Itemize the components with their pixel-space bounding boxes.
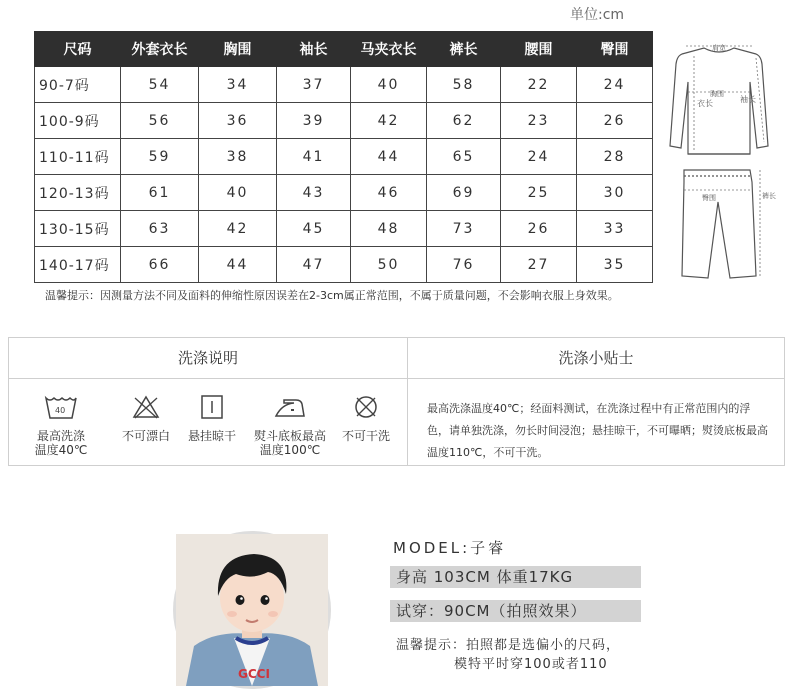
hip-label: 臀围: [702, 194, 716, 202]
no-dry-clean-icon: [351, 394, 381, 420]
table-cell: 61: [121, 175, 199, 211]
table-header-row: [35, 32, 653, 67]
wash-item-label: 不可干洗: [341, 429, 390, 443]
measurement-illustration: [664, 42, 774, 280]
measurement-note: 温馨提示：因测量方法不同及面料的伸缩性原因误差在2-3cm属正常范围，不属于质量问题，不会影响衣服上身效果。: [45, 289, 619, 302]
washing-section: [8, 337, 785, 466]
table-row: [35, 103, 653, 139]
shirt-print: GCCI: [238, 667, 270, 681]
washtub-40-icon: [44, 394, 78, 420]
wash-item-label: [23, 429, 99, 457]
table-cell: 38: [199, 139, 277, 175]
wash-item-label: 不可漂白: [121, 429, 170, 443]
hang-dry-icon: [199, 394, 225, 420]
table-row: [35, 139, 653, 175]
table-row: [35, 211, 653, 247]
table-cell: 73: [427, 211, 501, 247]
table-cell: 44: [351, 139, 427, 175]
table-cell: 46: [351, 175, 427, 211]
table-cell: 47: [277, 247, 351, 283]
table-cell: 43: [277, 175, 351, 211]
model-photo: [176, 534, 328, 686]
table-cell: 62: [427, 103, 501, 139]
table-row: [35, 67, 653, 103]
table-cell: 35: [577, 247, 653, 283]
table-cell: 40: [199, 175, 277, 211]
wash-item-label-line: 最高洗涤: [36, 429, 85, 443]
table-cell: 22: [501, 67, 577, 103]
warm-tip-line: 温馨提示：拍照都是选偏小的尺码，: [396, 638, 621, 653]
table-cell: 37: [277, 67, 351, 103]
table-cell: 42: [351, 103, 427, 139]
wash-item-label: [247, 429, 333, 457]
table-cell: 59: [121, 139, 199, 175]
table-cell: 26: [577, 103, 653, 139]
wash-temp-item: [23, 394, 99, 457]
model-tryon-bar: 试穿：90CM（拍照效果）: [390, 600, 641, 622]
table-cell: 34: [199, 67, 277, 103]
table-cell: 27: [501, 247, 577, 283]
size-cell: 120-13码: [35, 175, 121, 211]
shoulder-label: 肩宽: [712, 44, 726, 52]
table-cell: 63: [121, 211, 199, 247]
table-cell: 44: [199, 247, 277, 283]
table-cell: 28: [577, 139, 653, 175]
iron-item: [247, 394, 333, 457]
model-name: MODEL:子睿: [393, 539, 507, 557]
table-cell: 33: [577, 211, 653, 247]
no-bleach-icon: [131, 394, 161, 420]
table-cell: 24: [501, 139, 577, 175]
model-stats-bar: 身高 103CM 体重17KG: [390, 566, 641, 588]
table-cell: 65: [427, 139, 501, 175]
header-sleeve: 袖长: [277, 32, 351, 67]
size-cell: 140-17码: [35, 247, 121, 283]
table-cell: 42: [199, 211, 277, 247]
header-waist: 腰围: [501, 32, 577, 67]
wash-item-label-line: 温度40℃: [34, 443, 88, 457]
table-cell: 36: [199, 103, 277, 139]
no-dry-clean-item: [331, 394, 401, 443]
table-cell: 41: [277, 139, 351, 175]
size-cell: 100-9码: [35, 103, 121, 139]
header-coat-length: 外套衣长: [121, 32, 199, 67]
hang-dry-item: [180, 394, 244, 443]
washing-tips-text: 最高洗涤温度40℃；经面料测试，在洗涤过程中有正常范围内的浮色，请单独洗涤，勿长时间浸泡；悬挂晾干，不可曝晒；熨烫底板最高温度110℃，不可干洗。: [427, 402, 768, 459]
table-cell: 48: [351, 211, 427, 247]
child-photo-illustration: [176, 534, 328, 686]
header-chest: 胸围: [199, 32, 277, 67]
wash-item-label: 悬挂晾干: [187, 429, 236, 443]
table-cell: 30: [577, 175, 653, 211]
table-cell: 40: [351, 67, 427, 103]
washing-instructions-title: 洗涤说明: [177, 349, 238, 367]
table-cell: 58: [427, 67, 501, 103]
table-cell: 76: [427, 247, 501, 283]
header-pants-length: 裤长: [427, 32, 501, 67]
wash-item-label-line: 温度100℃: [259, 443, 321, 457]
header-hip: 臀围: [577, 32, 653, 67]
table-cell: 66: [121, 247, 199, 283]
header-size: 尺码: [35, 32, 121, 67]
header-vest-length: 马夹衣长: [351, 32, 427, 67]
table-cell: 54: [121, 67, 199, 103]
length-label: 衣长: [697, 99, 713, 108]
table-row: [35, 247, 653, 283]
chest-label: 胸围: [710, 90, 724, 98]
table-cell: 69: [427, 175, 501, 211]
sleeve-label: 袖长: [740, 95, 756, 104]
divider: [9, 378, 784, 379]
table-cell: 39: [277, 103, 351, 139]
table-row: [35, 175, 653, 211]
table-cell: 26: [501, 211, 577, 247]
size-cell: 110-11码: [35, 139, 121, 175]
table-cell: 45: [277, 211, 351, 247]
wash-item-label-line: 熨斗底板最高: [253, 429, 326, 443]
table-cell: 50: [351, 247, 427, 283]
size-cell: 90-7码: [35, 67, 121, 103]
size-cell: 130-15码: [35, 211, 121, 247]
table-cell: 25: [501, 175, 577, 211]
pants-length-label: 裤长: [762, 192, 776, 200]
warm-tip-line: 模特平时穿100或者110: [454, 657, 608, 672]
iron-icon: [272, 394, 308, 420]
table-cell: 24: [577, 67, 653, 103]
pants-icon: [682, 170, 756, 278]
washing-tips-title: 洗涤小贴士: [558, 349, 634, 367]
table-cell: 56: [121, 103, 199, 139]
no-bleach-item: [112, 394, 180, 443]
model-warm-tip: [396, 636, 620, 674]
table-cell: 23: [501, 103, 577, 139]
unit-label: 单位:cm: [570, 7, 625, 23]
size-table: [34, 31, 653, 283]
wash-temp-value: 40: [55, 406, 66, 415]
